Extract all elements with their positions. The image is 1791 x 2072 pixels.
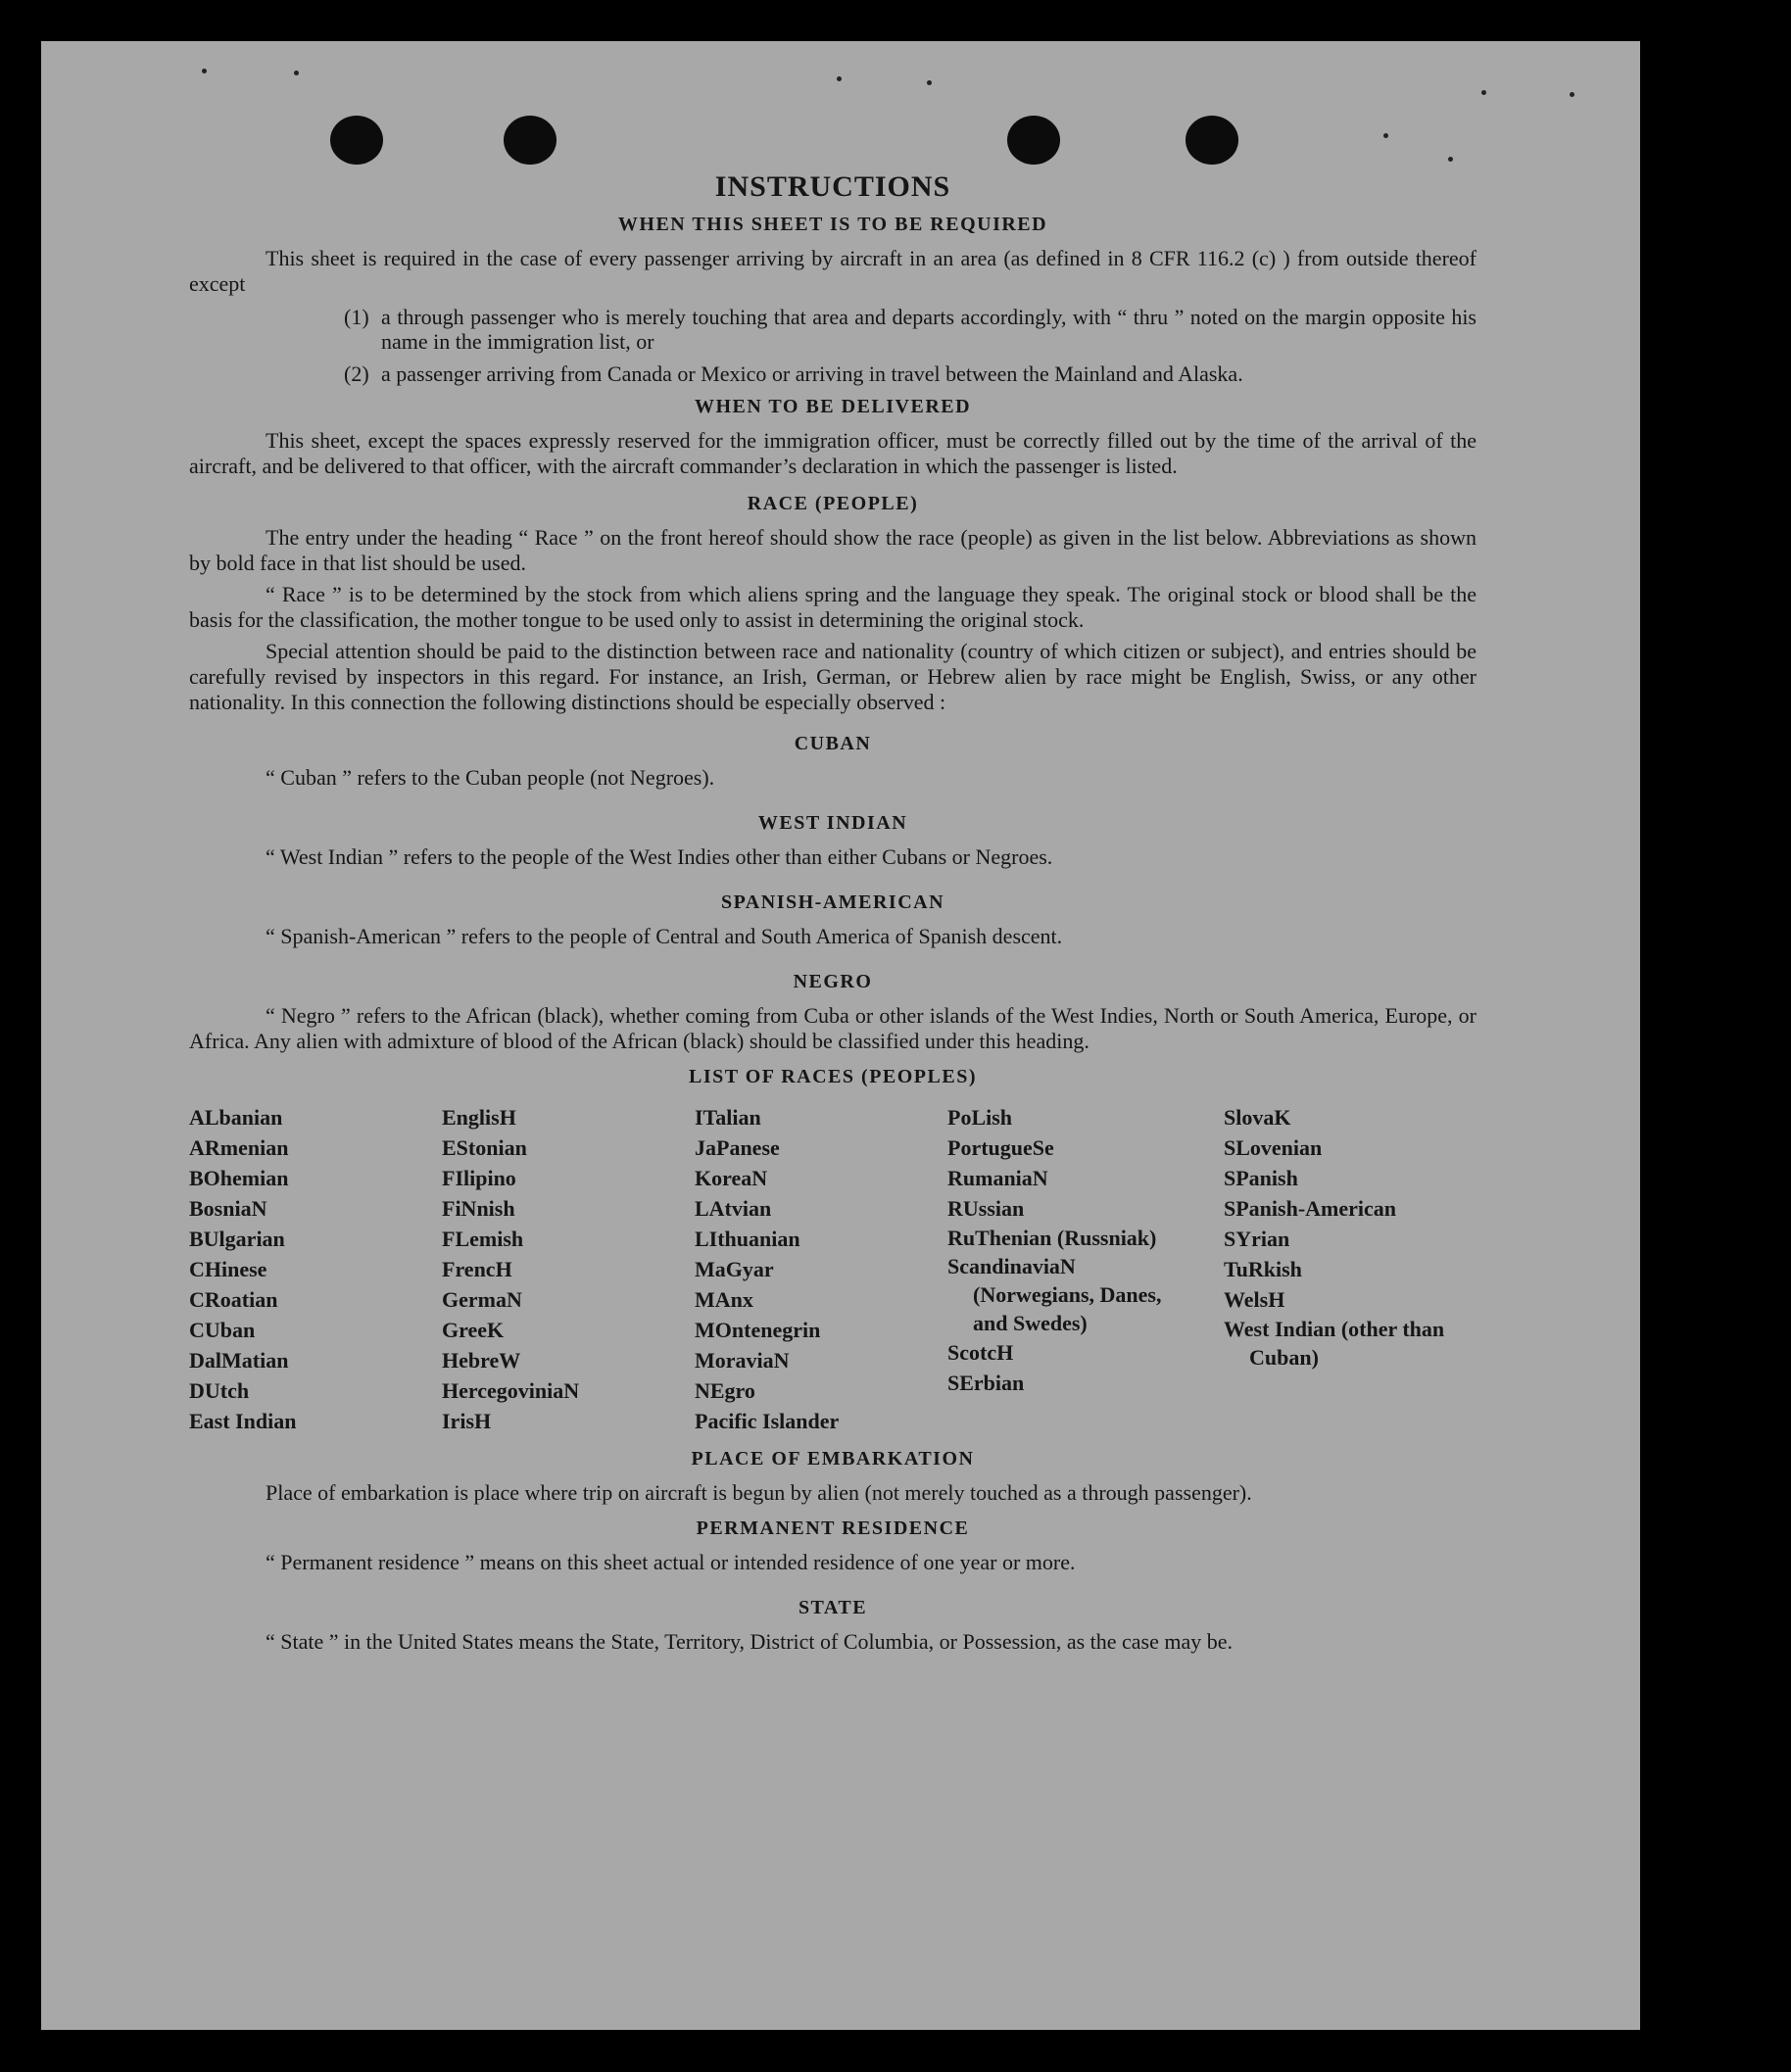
- paragraph: Special attention should be paid to the distinction between race and nationality (country of which citizen or subject), and entries should be carefully revised by inspectors in this regard. For instance, an Irish, German, or Hebrew alien by race might be English, Swiss, or any other nationality. In this connection the following distinctions should be especially observed :: [189, 639, 1476, 714]
- item-number: (1): [344, 305, 369, 329]
- item-number: (2): [344, 361, 369, 386]
- paragraph: “ West Indian ” refers to the people of the West Indies other than either Cubans or Negroes.: [266, 844, 1053, 869]
- race-entry: SLovenian: [1224, 1135, 1323, 1160]
- punch-hole: [1007, 116, 1060, 165]
- race-entry: JaPanese: [695, 1135, 780, 1160]
- item-text: a passenger arriving from Canada or Mexico or arriving in travel between the Mainland and Alaska.: [381, 361, 1243, 386]
- list-item: [344, 361, 1476, 386]
- speck: [294, 71, 299, 75]
- paragraph: “ Permanent residence ” means on this sheet actual or intended residence of one year or more.: [266, 1550, 1076, 1574]
- race-entry: RuThenian (Russniak): [947, 1226, 1157, 1250]
- race-entry: Pacific Islander: [695, 1409, 840, 1433]
- speck: [1481, 90, 1486, 95]
- race-entry: BosniaN: [189, 1196, 267, 1221]
- race-entry: East Indian: [189, 1409, 297, 1433]
- race-entry: KoreaN: [695, 1166, 768, 1190]
- paragraph: Place of embarkation is place where trip on aircraft is begun by alien (not merely touched as a through passenger).: [266, 1480, 1252, 1505]
- race-column: [189, 1102, 442, 1436]
- race-entry: CRoatian: [189, 1287, 278, 1312]
- race-entry: GermaN: [442, 1287, 522, 1312]
- race-entry: LAtvian: [695, 1196, 772, 1221]
- race-entry: PoLish: [947, 1105, 1013, 1130]
- race-entry: SErbian: [947, 1371, 1025, 1395]
- section-heading: CUBAN: [794, 733, 872, 754]
- speck: [1383, 133, 1388, 138]
- paragraph: The entry under the heading “ Race ” on the front hereof should show the race (people) as given in the list below. Abbreviations as shown by bold face in that list should be used.: [189, 525, 1476, 575]
- race-entry: SlovaK: [1224, 1105, 1291, 1130]
- section-heading: RACE (PEOPLE): [747, 493, 919, 514]
- paragraph: “ State ” in the United States means the State, Territory, District of Columbia, or Possession, as the case may be.: [266, 1629, 1234, 1654]
- section-heading: WHEN THIS SHEET IS TO BE REQUIRED: [617, 214, 1048, 235]
- race-entry: RUssian: [947, 1196, 1025, 1221]
- race-entry: RumaniaN: [947, 1166, 1048, 1190]
- race-entry: ITalian: [695, 1105, 761, 1130]
- paragraph: “ Negro ” refers to the African (black), whether coming from Cuba or other islands of the West Indies, North or South America, Europe, or Africa. Any alien with admixture of blood of the African (black) should be classified under this heading.: [189, 1003, 1476, 1053]
- punch-hole: [330, 116, 383, 165]
- race-entry: SPanish-American: [1224, 1196, 1396, 1221]
- race-entry: FrencH: [442, 1257, 512, 1281]
- speck: [1570, 92, 1574, 97]
- race-entry: FLemish: [442, 1227, 524, 1251]
- race-entry: BUlgarian: [189, 1227, 285, 1251]
- race-entry: EnglisH: [442, 1105, 516, 1130]
- page-title: INSTRUCTIONS: [714, 170, 951, 203]
- speck: [927, 80, 932, 85]
- race-entry: CUban: [189, 1318, 256, 1342]
- race-entry: CHinese: [189, 1257, 267, 1281]
- section-heading: WHEN TO BE DELIVERED: [694, 396, 972, 417]
- speck: [1448, 157, 1453, 162]
- section-heading: WEST INDIAN: [757, 812, 908, 834]
- section-heading: PERMANENT RESIDENCE: [696, 1518, 970, 1539]
- race-entry: HebreW: [442, 1348, 521, 1373]
- race-entry: GreeK: [442, 1318, 505, 1342]
- race-entry: SPanish: [1224, 1166, 1298, 1190]
- race-column: [947, 1102, 1224, 1436]
- race-list: [189, 1102, 1476, 1436]
- paragraph: “ Cuban ” refers to the Cuban people (not Negroes).: [266, 765, 715, 790]
- speck: [202, 69, 207, 73]
- race-entry: DUtch: [189, 1378, 250, 1403]
- race-entry: SYrian: [1224, 1227, 1290, 1251]
- race-entry: PortugueSe: [947, 1135, 1054, 1160]
- speck: [837, 76, 842, 81]
- race-column: [442, 1102, 695, 1436]
- race-entry: LIthuanian: [695, 1227, 800, 1251]
- punch-hole: [1186, 116, 1238, 165]
- section-heading: STATE: [798, 1597, 868, 1618]
- section-heading: SPANISH-AMERICAN: [720, 891, 945, 913]
- paragraph: “ Race ” is to be determined by the stock from which aliens spring and the language they speak. The original stock or blood shall be the basis for the classification, the mother tongue to be used only to assist in determining the original stock.: [189, 582, 1476, 632]
- instructions-content: [189, 170, 1476, 1655]
- race-entry: MaGyar: [695, 1257, 774, 1281]
- race-entry: MAnx: [695, 1287, 753, 1312]
- race-entry: FiNnish: [442, 1196, 515, 1221]
- race-entry: ARmenian: [189, 1135, 289, 1160]
- race-column: [1224, 1102, 1476, 1436]
- paragraph: This sheet, except the spaces expressly reserved for the immigration officer, must be correctly filled out by the time of the arrival of the aircraft, and be delivered to that officer, with the aircraft commander’s declaration in which the passenger is listed.: [189, 428, 1476, 478]
- race-entry: MOntenegrin: [695, 1318, 821, 1342]
- race-column: [695, 1102, 947, 1436]
- race-entry: HercegoviniaN: [442, 1378, 580, 1403]
- race-entry: ScotcH: [947, 1340, 1014, 1365]
- race-entry: FIlipino: [442, 1166, 516, 1190]
- race-entry: EStonian: [442, 1135, 527, 1160]
- race-entry: DalMatian: [189, 1348, 289, 1373]
- paragraph: This sheet is required in the case of every passenger arriving by aircraft in an area (as defined in 8 CFR 116.2 (c) ) from outside thereof except: [189, 246, 1476, 296]
- section-heading: PLACE OF EMBARKATION: [691, 1448, 975, 1470]
- race-entry: ScandinaviaN (Norwegians, Danes, and Swedes): [947, 1254, 1162, 1335]
- section-heading: NEGRO: [793, 971, 873, 992]
- item-text: a through passenger who is merely touching that area and departs accordingly, with “ thru ” noted on the margin opposite his name in the immigration list, or: [381, 305, 1476, 354]
- race-entry: NEgro: [695, 1378, 755, 1403]
- race-entry: TuRkish: [1224, 1257, 1302, 1281]
- race-entry: ALbanian: [189, 1105, 283, 1130]
- punch-hole: [504, 116, 557, 165]
- race-entry: IrisH: [442, 1409, 492, 1433]
- section-heading: LIST OF RACES (PEOPLES): [688, 1066, 977, 1087]
- race-entry: West Indian (other than Cuban): [1224, 1317, 1445, 1370]
- paragraph: “ Spanish-American ” refers to the people of Central and South America of Spanish descent.: [266, 924, 1063, 948]
- list-item: [344, 305, 1476, 354]
- race-entry: MoraviaN: [695, 1348, 790, 1373]
- race-entry: BOhemian: [189, 1166, 289, 1190]
- race-entry: WelsH: [1224, 1287, 1285, 1312]
